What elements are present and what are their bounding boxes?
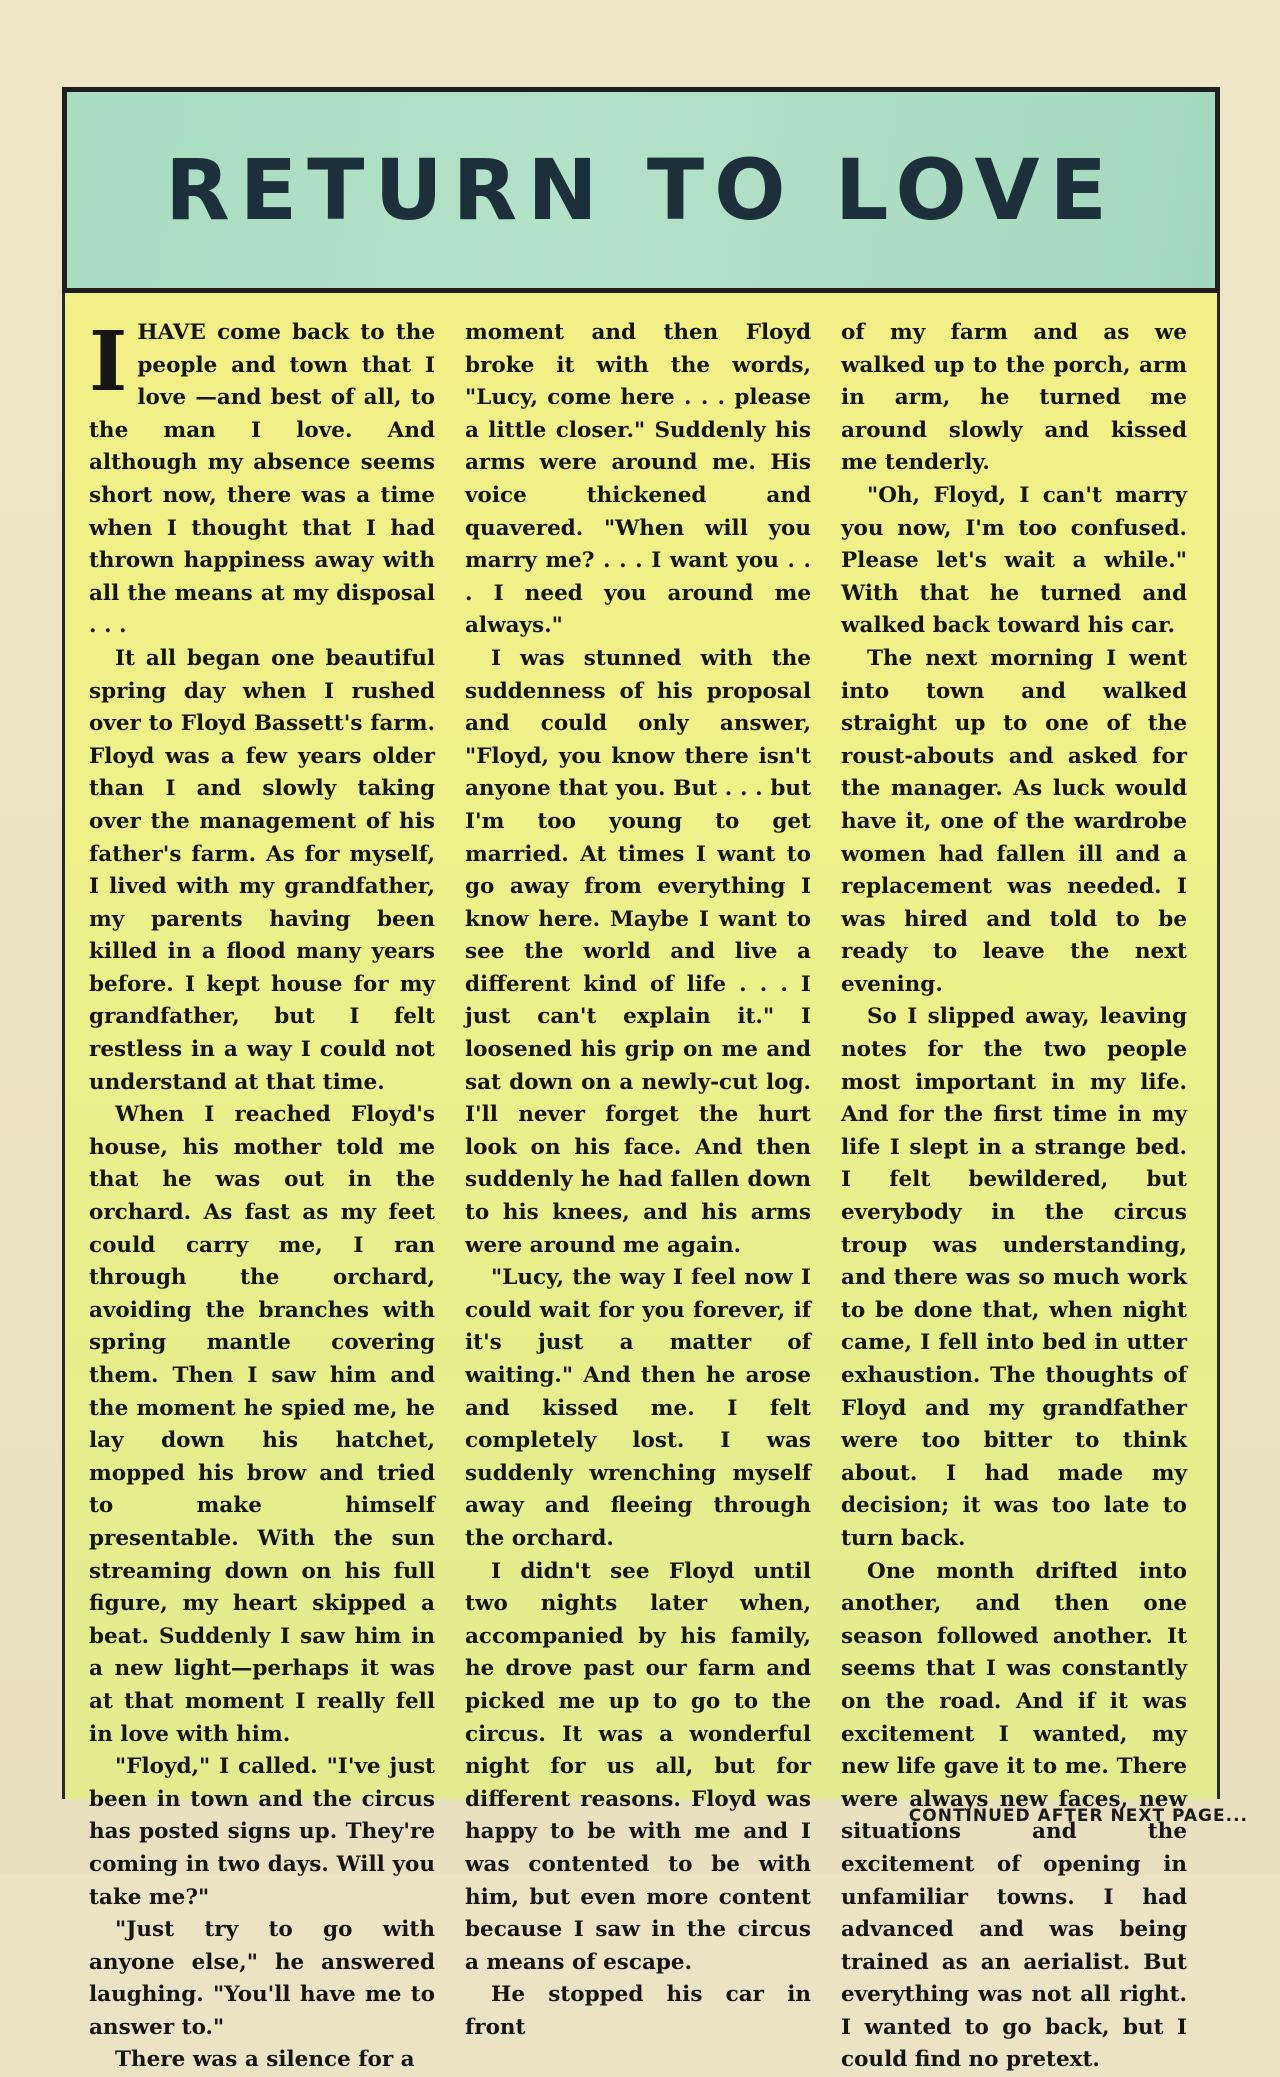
paragraph: There was a silence for a <box>115 2047 415 2073</box>
paragraph: One month drifted into another, and then one season followed another. It seems that I was constantly on the road. And if it was excitement I wanted, my new life gave it to me. There were always new faces, new situations and the excitement of opening in unfamiliar towns. I had advanced and was being trained as an aerialist. But everything was not all right. I wanted to go back, but I could find no pretext. <box>841 1558 1187 2073</box>
column-2 <box>465 317 811 2040</box>
paragraph: I didn't see Floyd until two nights later when, accompanied by his family, he drove past our farm and picked me up to go to the circus. It was a wonderful night for us all, but for different reasons. Floyd was happy to be with me and I was contented to be with him, but even more content because I saw in the circus a means of escape. <box>465 1558 811 1975</box>
paragraph: of my farm and as we walked up to the porch, arm in arm, he turned me around slowly and kissed me tenderly. <box>841 320 1187 476</box>
paragraph: So I slipped away, leaving notes for the two people most important in my life. And for the first time in my life I slept in a strange bed. I felt bewildered, but everybody in the circus troup was understanding, and there was so much work to be done that, when night came, I fell into bed in utter exhaustion. The thoughts of Floyd and my grandfather were too bitter to think about. I had made my decision; it was too late to turn back. <box>841 1004 1187 1551</box>
paragraph: I was stunned with the suddenness of his proposal and could only answer, "Floyd, you know there isn't anyone that you. But . . . but I'm too young to get married. At times I want to go away from everything I know here. Maybe I want to see the world and live a different kind of life . . . I just can't explain it." I loosened his grip on me and sat down on a newly-cut log. I'll never forget the hurt look on his face. And then suddenly he had fallen down to his knees, and his arms were around me again. <box>465 645 811 1258</box>
column-1 <box>89 314 435 2073</box>
paragraph: "Floyd," I called. "I've just been in town and the circus has posted signs up. They're coming in two days. Will you take me?" <box>89 1754 435 1910</box>
paragraph: IHAVE come back to the people and town that I love —and best of all, to the man I love. And although my absence seems short now, there was a time when I thought that I had thrown happiness away with all the means at my disposal . . . <box>89 314 435 639</box>
paragraph: He stopped his car in front <box>465 1982 811 2040</box>
paragraph: It all began one beautiful spring day when I rushed over to Floyd Bassett's farm. Floyd was a few years older than I and slowly taking over the management of his father's farm. As for myself, I lived with my grandfather, my parents having been killed in a flood many years before. I kept house for my grandfather, but I felt restless in a way I could not understand at that time. <box>89 645 435 1095</box>
drop-cap: I <box>89 314 128 410</box>
title-banner <box>62 87 1220 293</box>
paragraph: "Lucy, the way I feel now I could wait for you forever, if it's just a matter of waiting." And then he arose and kissed me. I felt completely lost. I was suddenly wrenching myself away and fleeing through the orchard. <box>465 1265 811 1551</box>
paragraph: moment and then Floyd broke it with the words, "Lucy, come here . . . please a little closer." Suddenly his arms were around me. His voice thickened and quavered. "When will you marry me? . . . I want you . . . I need you around me always." <box>465 320 811 639</box>
paragraph: The next morning I went into town and walked straight up to one of the roust-abouts and asked for the manager. As luck would have it, one of the wardrobe women had fallen ill and a replacement was needed. I was hired and told to be ready to leave the next evening. <box>841 645 1187 997</box>
paragraph: "Just try to go with anyone else," he answered laughing. "You'll have me to answer to." <box>89 1917 435 2040</box>
story-title: RETURN TO LOVE <box>165 141 1117 239</box>
continued-notice: CONTINUED AFTER NEXT PAGE... <box>908 1806 1248 1826</box>
paragraph: When I reached Floyd's house, his mother told me that he was out in the orchard. As fast as my feet could carry me, I ran through the orchard, avoiding the branches with spring mantle covering them. Then I saw him and the moment he spied me, he lay down his hatchet, mopped his brow and tried to make himself presentable. With the sun streaming down on his full figure, my heart skipped a beat. Suddenly I saw him in a new light—perhaps it was at that moment I really fell in love with him. <box>89 1102 435 1747</box>
paragraph: "Oh, Floyd, I can't marry you now, I'm too confused. Please let's wait a while." With that he turned and walked back toward his car. <box>841 482 1187 639</box>
